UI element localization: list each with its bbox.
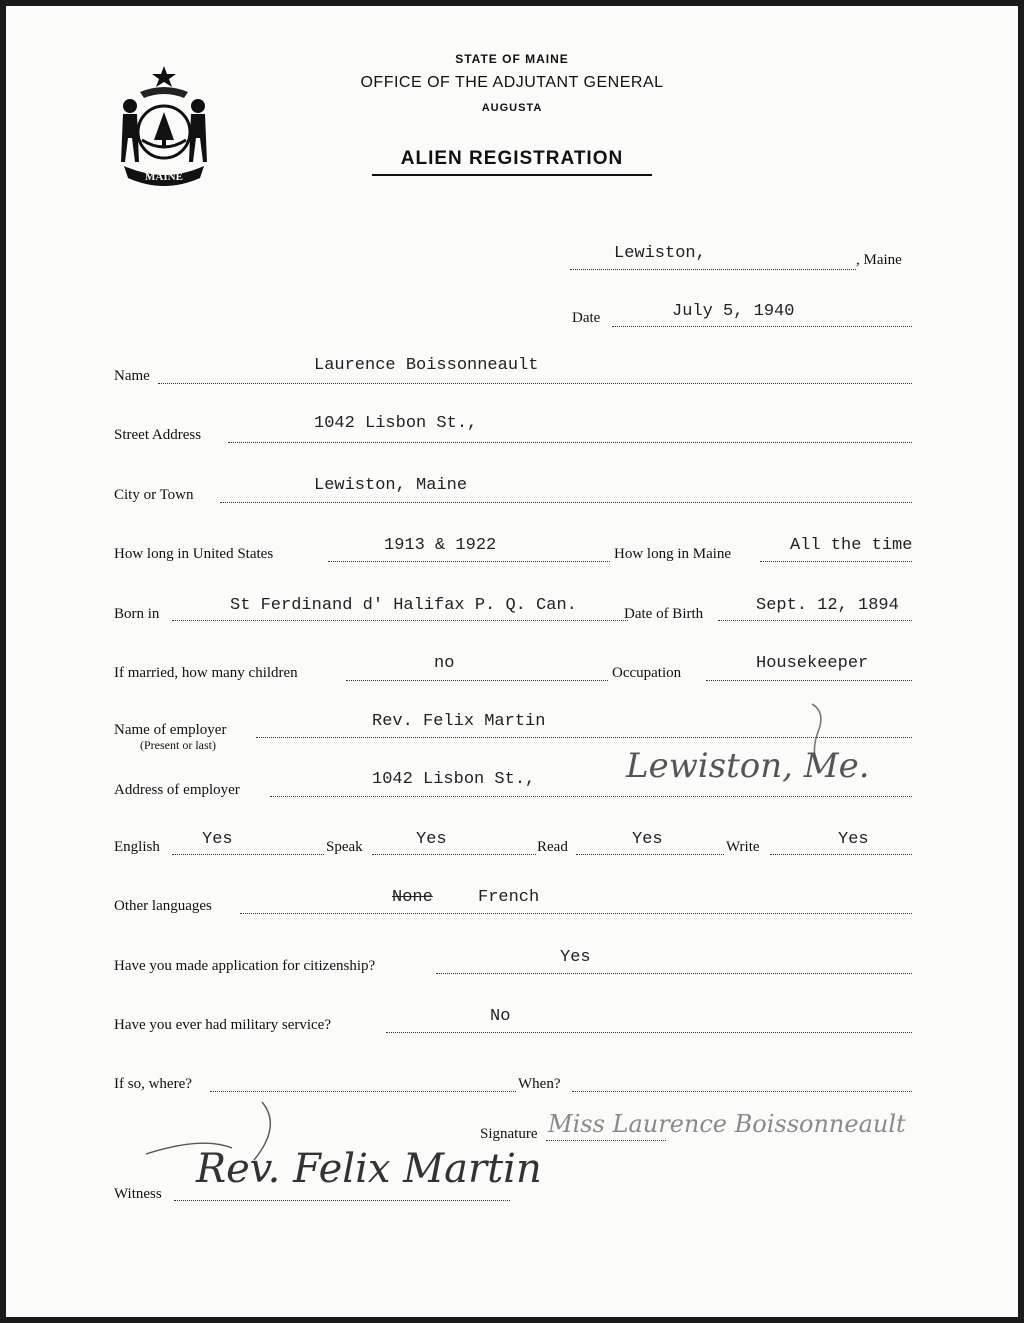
registration-form <box>6 6 1018 1317</box>
name-label: Name <box>114 368 150 384</box>
speak-label: Speak <box>326 839 363 855</box>
how-long-us-value: 1913 & 1922 <box>384 536 497 555</box>
location-line <box>570 269 856 270</box>
name-value: Laurence Boissonneault <box>314 356 539 375</box>
write-label: Write <box>726 839 760 855</box>
military-label: Have you ever had military service? <box>114 1017 331 1033</box>
military-line <box>386 1032 912 1033</box>
occupation-label: Occupation <box>612 665 682 681</box>
employer-name-sublabel: (Present or last) <box>140 738 216 752</box>
signature-line <box>546 1140 666 1141</box>
date-label: Date <box>572 310 601 326</box>
citizenship-label: Have you made application for citizenship? <box>114 958 376 974</box>
city-town-line <box>220 502 912 503</box>
city-town-value: Lewiston, Maine <box>314 476 468 495</box>
write-line <box>770 854 912 855</box>
street-address-label: Street Address <box>114 427 202 443</box>
witness-line <box>174 1200 510 1201</box>
signature-label: Signature <box>480 1126 538 1142</box>
street-address-value: 1042 Lisbon St., <box>314 414 478 433</box>
street-address-line <box>228 442 912 443</box>
how-long-maine-label: How long in Maine <box>614 546 732 562</box>
english-label: English <box>114 839 160 855</box>
read-line <box>576 854 724 855</box>
form-title: ALIEN REGISTRATION <box>400 148 624 169</box>
seal-text: MAINE <box>145 171 183 183</box>
other-languages-value: French <box>478 888 540 907</box>
read-value: Yes <box>632 830 663 849</box>
how-long-us-line <box>328 561 610 562</box>
header-office: OFFICE OF THE ADJUTANT GENERAL <box>360 74 664 91</box>
born-in-line <box>172 620 628 621</box>
witness-flourish <box>142 1096 292 1166</box>
witness-label: Witness <box>114 1186 162 1202</box>
date-of-birth-line <box>718 620 912 621</box>
english-line <box>172 854 324 855</box>
header-state: STATE OF MAINE <box>455 52 569 66</box>
employer-address-value: 1042 Lisbon St., <box>372 770 536 789</box>
citizenship-line <box>436 973 912 974</box>
speak-line <box>372 854 536 855</box>
speak-value: Yes <box>416 830 447 849</box>
citizenship-value: Yes <box>560 948 591 967</box>
header-city: AUGUSTA <box>481 102 543 114</box>
location-value: Lewiston, <box>614 244 706 263</box>
if-so-where-line <box>210 1091 516 1092</box>
occupation-value: Housekeeper <box>756 654 869 673</box>
date-of-birth-value: Sept. 12, 1894 <box>756 596 899 615</box>
write-value: Yes <box>838 830 869 849</box>
when-label: When? <box>518 1076 561 1092</box>
city-town-label: City or Town <box>114 487 194 503</box>
witness-signature: Rev. Felix Martin <box>196 1146 542 1192</box>
signature-value: Miss Laurence Boissonneault <box>548 1110 906 1138</box>
location-suffix: , Maine <box>856 252 902 268</box>
other-languages-struck: None <box>392 888 433 907</box>
if-so-where-label: If so, where? <box>114 1076 192 1092</box>
born-in-label: Born in <box>114 606 160 622</box>
other-languages-label: Other languages <box>114 898 212 914</box>
other-languages-line <box>240 913 912 914</box>
date-value: July 5, 1940 <box>672 302 795 321</box>
children-label: If married, how many children <box>114 665 298 681</box>
how-long-maine-value: All the time <box>790 536 913 555</box>
date-of-birth-label: Date of Birth <box>624 606 704 622</box>
name-line <box>158 383 912 384</box>
born-in-value: St Ferdinand d' Halifax P. Q. Can. <box>230 596 577 615</box>
children-value: no <box>434 654 455 673</box>
employer-name-label: Name of employer <box>114 722 227 738</box>
employer-address-handwritten: Lewiston, Me. <box>626 746 870 786</box>
read-label: Read <box>537 839 568 855</box>
children-line <box>346 680 608 681</box>
date-line <box>612 326 912 327</box>
employer-address-label: Address of employer <box>114 782 240 798</box>
title-underline <box>372 174 652 176</box>
employer-name-value: Rev. Felix Martin <box>372 712 546 731</box>
military-value: No <box>490 1007 511 1026</box>
how-long-us-label: How long in United States <box>114 546 274 562</box>
when-line <box>572 1091 912 1092</box>
employer-address-line <box>270 796 912 797</box>
english-value: Yes <box>202 830 233 849</box>
how-long-maine-line <box>760 561 912 562</box>
occupation-line <box>706 680 912 681</box>
